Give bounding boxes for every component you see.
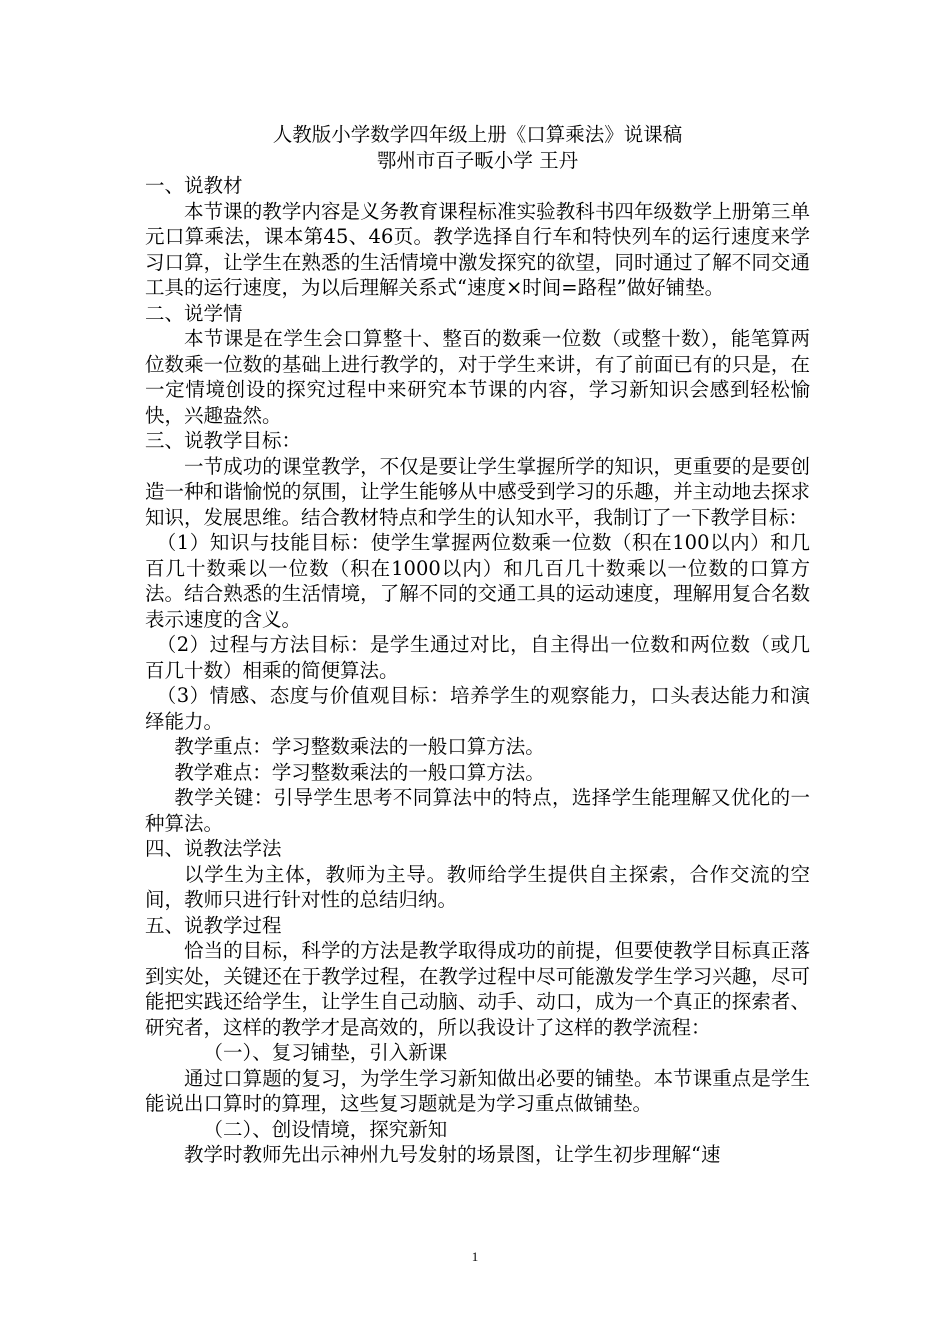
- section-heading: 四、说教法学法: [145, 837, 282, 860]
- paragraph: 本节课是在学生会口算整十、整百的数乘一位数（或整十数），能笔算两位数乘一位数的基础上进行教学的，对于学生来讲，有了前面已有的只是，在一定情境创设的探究过程中来研究本节课的内容，学习新知识会感到轻松愉快，兴趣盎然。: [145, 327, 810, 427]
- paragraph: 以学生为主体，教师为主导。教师给学生提供自主探索，合作交流的空间，教师只进行针对性的总结归纳。: [145, 862, 810, 911]
- section-heading: 二、说学情: [145, 301, 243, 325]
- page-number: 1: [471, 1249, 479, 1264]
- section-heading: 三、说教学目标：: [145, 429, 302, 452]
- difficult-point: 教学难点：学习整数乘法的一般口算方法。: [174, 760, 545, 784]
- subsection-heading: （一）、复习铺垫，引入新课: [203, 1041, 448, 1064]
- document-title: 人教版小学数学四年级上册《口算乘法》说课稿: [272, 123, 683, 146]
- section-heading: 一、说教材: [145, 174, 243, 197]
- subsection-heading: （二）、创设情境，探究新知: [203, 1117, 448, 1141]
- key-point: 教学重点：学习整数乘法的一般口算方法。: [174, 735, 545, 758]
- paragraph: 本节课的教学内容是义务教育课程标准实验教科书四年级数学上册第三单元口算乘法，课本第45、46页。教学选择自行车和特快列车的运行速度来学习口算，让学生在熟悉的生活情境中激发探究的欲望，同时通过了解不同交通工具的运行速度，为以后理解关系式“速度×时间=路程”做好铺垫。: [145, 199, 810, 299]
- paragraph: 通过口算题的复习，为学生学习新知做出必要的铺垫。本节课重点是学生能说出口算时的算理，这些复习题就是为学习重点做铺垫。: [145, 1066, 810, 1115]
- goal-item: （2）过程与方法目标：是学生通过对比，自主得出一位数和两位数（或几百几十数）相乘的简便算法。: [145, 633, 810, 682]
- goal-item: （3）情感、态度与价值观目标：培养学生的观察能力，口头表达能力和演绎能力。: [145, 684, 810, 733]
- paragraph: 一节成功的课堂教学，不仅是要让学生掌握所学的知识，更重要的是要创造一种和谐愉悦的氛围，让学生能够从中感受到学习的乐趣，并主动地去探求知识，发展思维。结合教材特点和学生的认知水平，我制订了一下教学目标：: [145, 454, 810, 529]
- section-heading: 五、说教学过程: [145, 913, 282, 937]
- paragraph: 教学时教师先出示神州九号发射的场景图，让学生初步理解“速: [184, 1143, 721, 1166]
- goal-item: （1）知识与技能目标：使学生掌握两位数乘一位数（积在100以内）和几百几十数乘以一位数（积在1000以内）和几百几十数乘以一位数的口算方法。结合熟悉的生活情境，了解不同的交通工具的运动速度，理解用复合名数表示速度的含义。: [145, 531, 810, 631]
- document-body: [145, 122, 810, 1168]
- critical-point: 教学关键：引导学生思考不同算法中的特点，选择学生能理解又优化的一种算法。: [145, 786, 810, 835]
- paragraph: 恰当的目标，科学的方法是教学取得成功的前提，但要使教学目标真正落到实处，关键还在于教学过程，在教学过程中尽可能激发学生学习兴趣，尽可能把实践还给学生，让学生自己动脑、动手、动口，成为一个真正的探索者、研究者，这样的教学才是高效的，所以我设计了这样的教学流程：: [145, 939, 810, 1039]
- document-author: 鄂州市百子畈小学 王丹: [376, 148, 579, 172]
